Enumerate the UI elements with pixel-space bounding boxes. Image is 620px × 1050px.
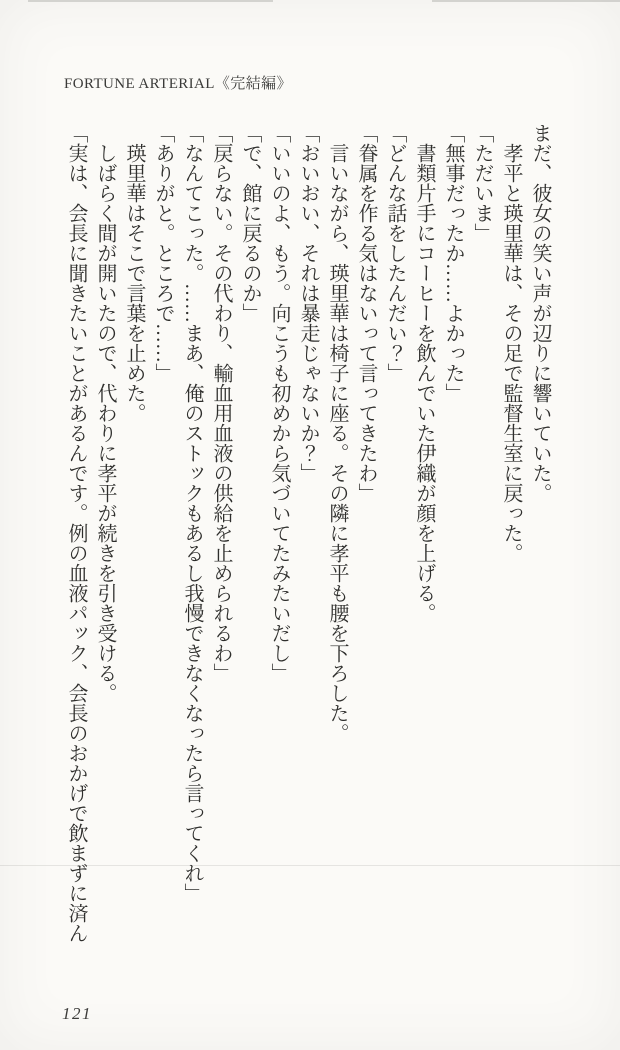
novel-paragraph: しばらく間が開いたので、代わりに孝平が続きを引き受ける。 bbox=[94, 143, 116, 703]
scan-artifact-top-right bbox=[432, 0, 620, 2]
novel-paragraph: まだ、彼女の笑い声が辺りに響いていた。 bbox=[529, 123, 551, 503]
novel-paragraph: 「戻らない。その代わり、輸血用血液の供給を止められるわ」 bbox=[210, 123, 232, 683]
novel-paragraph: 「で、館に戻るのか」 bbox=[239, 123, 261, 323]
novel-paragraph: 「ありがと。ところで……」 bbox=[152, 123, 174, 383]
novel-paragraph: 「眷属を作る気はないって言ってきたわ」 bbox=[355, 123, 377, 503]
novel-paragraph: 瑛里華はそこで言葉を止めた。 bbox=[123, 143, 145, 423]
novel-paragraph: 孝平と瑛里華は、その足で監督生室に戻った。 bbox=[500, 143, 522, 563]
novel-paragraph: 「どんな話をしたんだい？」 bbox=[384, 123, 406, 383]
scan-artifact-top-left bbox=[28, 0, 273, 2]
novel-text-block bbox=[61, 123, 554, 953]
novel-paragraph: 「いいのよ、もう。向こうも初めから気づいてたみたいだし」 bbox=[268, 123, 290, 683]
page-number: 121 bbox=[62, 1004, 92, 1023]
novel-paragraph: 「なんてこった。……まあ、俺のストックもあるし我慢できなくなったら言ってくれ」 bbox=[181, 123, 203, 903]
novel-paragraph: 言いながら、瑛里華は椅子に座る。その隣に孝平も腰を下ろした。 bbox=[326, 143, 348, 743]
novel-paragraph: 書類片手にコーヒーを飲んでいた伊織が顔を上げる。 bbox=[413, 143, 435, 623]
running-header: FORTUNE ARTERIAL《完結編》 bbox=[64, 76, 292, 92]
novel-paragraph: 「実は、会長に聞きたいことがあるんです。例の血液パック、会長のおかげで飲まずに済ん bbox=[65, 123, 87, 943]
novel-paragraph: 「ただいま」 bbox=[471, 123, 493, 243]
novel-paragraph: 「無事だったか……よかった」 bbox=[442, 123, 464, 403]
novel-paragraph: 「おいおい、それは暴走じゃないか？」 bbox=[297, 123, 319, 483]
